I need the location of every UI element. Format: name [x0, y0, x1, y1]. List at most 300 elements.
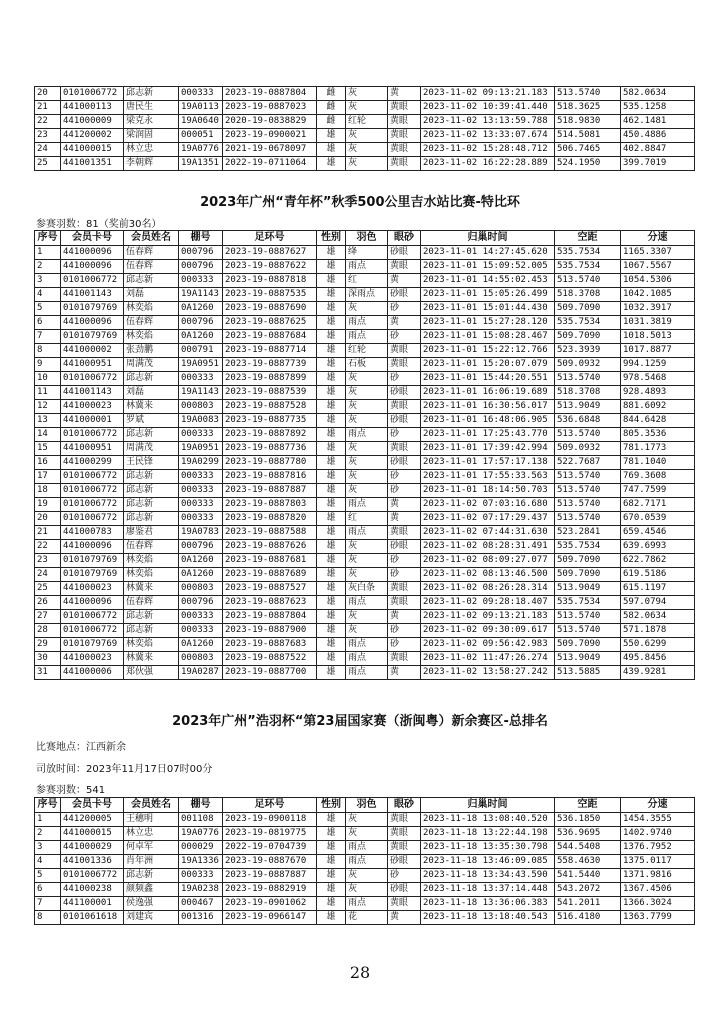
cell-speed: 639.6993 — [621, 540, 695, 554]
cell-plumage: 雨点 — [346, 855, 388, 869]
cell-loft-id: 000051 — [179, 129, 223, 143]
cell-sex: 雄 — [317, 883, 346, 897]
table-row — [35, 344, 695, 358]
table-row — [35, 540, 695, 554]
cell-loft-id: 000333 — [179, 869, 223, 883]
cell-sex: 雄 — [317, 869, 346, 883]
cell-loft-id: 000029 — [179, 841, 223, 855]
cell-distance: 509.0932 — [555, 442, 621, 456]
cell-eye-sand: 黄 — [388, 610, 421, 624]
cell-distance: 541.5440 — [555, 869, 621, 883]
cell-speed: 615.1197 — [621, 582, 695, 596]
cell-loft-id: 000796 — [179, 260, 223, 274]
cell-sex: 雄 — [317, 897, 346, 911]
cell-return-time: 2023-11-02 13:58:27.242 — [421, 666, 555, 680]
cell-ring-number: 2023-19-0901062 — [223, 897, 317, 911]
cell-member-card: 0101006772 — [61, 624, 124, 638]
cell-return-time: 2023-11-02 08:26:28.314 — [421, 582, 555, 596]
cell-distance: 523.3939 — [555, 344, 621, 358]
cell-speed: 622.7862 — [621, 554, 695, 568]
cell-eye-sand: 黄眼 — [388, 652, 421, 666]
cell-member-card: 0101079769 — [61, 330, 124, 344]
cell-member-card: 441000113 — [61, 101, 124, 115]
cell-sex: 雌 — [317, 101, 346, 115]
cell-sex: 雄 — [317, 386, 346, 400]
cell-member-name: 林冀来 — [124, 652, 179, 666]
table-row — [35, 260, 695, 274]
cell-sex: 雄 — [317, 526, 346, 540]
table-row — [35, 554, 695, 568]
cell-eye-sand: 黄 — [388, 666, 421, 680]
cell-member-name: 林奕焰 — [124, 554, 179, 568]
cell-speed: 1363.7799 — [621, 911, 695, 925]
cell-plumage: 雨点 — [346, 596, 388, 610]
cell-eye-sand: 黄眼 — [388, 129, 421, 143]
table-row — [35, 470, 695, 484]
cell-eye-sand: 砂眼 — [388, 386, 421, 400]
cell-speed: 1054.5306 — [621, 274, 695, 288]
cell-distance: 509.7090 — [555, 638, 621, 652]
cell-member-name: 邱志新 — [124, 274, 179, 288]
column-header-distance: 空距 — [555, 798, 621, 813]
cell-speed: 1402.9740 — [621, 827, 695, 841]
cell-return-time: 2023-11-18 13:08:40.520 — [421, 813, 555, 827]
cell-eye-sand: 黄 — [388, 316, 421, 330]
cell-speed: 1454.3555 — [621, 813, 695, 827]
cell-ring-number: 2022-19-0711064 — [223, 157, 317, 171]
cell-member-card: 441000951 — [61, 442, 124, 456]
cell-eye-sand: 黄眼 — [388, 813, 421, 827]
cell-distance: 513.5885 — [555, 666, 621, 680]
cell-loft-id: 000333 — [179, 610, 223, 624]
cell-member-card: 0101006772 — [61, 87, 124, 101]
cell-ring-number: 2023-19-0887689 — [223, 568, 317, 582]
cell-member-name: 伍春辉 — [124, 260, 179, 274]
cell-rank: 8 — [35, 344, 61, 358]
cell-speed: 619.5186 — [621, 568, 695, 582]
cell-sex: 雄 — [317, 652, 346, 666]
cell-sex: 雄 — [317, 302, 346, 316]
column-header-member-name: 会员姓名 — [124, 231, 179, 246]
page-number: 28 — [349, 963, 371, 982]
cell-eye-sand: 黄眼 — [388, 582, 421, 596]
cell-sex: 雄 — [317, 274, 346, 288]
cell-member-card: 0101006772 — [61, 869, 124, 883]
cell-member-card: 441100001 — [61, 897, 124, 911]
cell-loft-id: 000333 — [179, 372, 223, 386]
cell-member-card: 441000015 — [61, 143, 124, 157]
cell-eye-sand: 砂 — [388, 302, 421, 316]
cell-distance: 536.1850 — [555, 813, 621, 827]
cell-member-card: 441000015 — [61, 827, 124, 841]
cell-ring-number: 2023-19-0887627 — [223, 246, 317, 260]
cell-rank: 25 — [35, 157, 61, 171]
cell-distance: 509.7090 — [555, 568, 621, 582]
cell-plumage: 灰 — [346, 610, 388, 624]
cell-return-time: 2023-11-01 17:55:33.563 — [421, 470, 555, 484]
cell-member-name: 林冀来 — [124, 582, 179, 596]
table-row — [35, 512, 695, 526]
cell-loft-id: 0A1260 — [179, 568, 223, 582]
cell-rank: 27 — [35, 610, 61, 624]
cell-member-card: 441000096 — [61, 316, 124, 330]
cell-sex: 雄 — [317, 624, 346, 638]
cell-member-name: 邱志新 — [124, 498, 179, 512]
cell-return-time: 2023-11-02 08:09:27.077 — [421, 554, 555, 568]
cell-rank: 12 — [35, 400, 61, 414]
cell-return-time: 2023-11-01 18:14:50.703 — [421, 484, 555, 498]
cell-plumage: 花 — [346, 911, 388, 925]
table-row — [35, 302, 695, 316]
cell-plumage: 灰 — [346, 414, 388, 428]
cell-member-card: 441000002 — [61, 344, 124, 358]
cell-speed: 1031.3819 — [621, 316, 695, 330]
cell-eye-sand: 黄眼 — [388, 596, 421, 610]
cell-plumage: 灰 — [346, 157, 388, 171]
cell-return-time: 2023-11-02 07:44:31.630 — [421, 526, 555, 540]
cell-distance: 513.5740 — [555, 372, 621, 386]
column-header-return-time: 归巢时间 — [421, 798, 555, 813]
table-row — [35, 498, 695, 512]
cell-member-name: 林奕焰 — [124, 638, 179, 652]
cell-plumage: 灰 — [346, 470, 388, 484]
cell-ring-number: 2023-19-0887588 — [223, 526, 317, 540]
cell-member-name: 伍春辉 — [124, 540, 179, 554]
cell-speed: 571.1878 — [621, 624, 695, 638]
cell-ring-number: 2023-19-0887683 — [223, 638, 317, 652]
cell-rank: 7 — [35, 330, 61, 344]
cell-sex: 雄 — [317, 372, 346, 386]
table-row — [35, 855, 695, 869]
cell-ring-number: 2023-19-0887527 — [223, 582, 317, 596]
cell-eye-sand: 黄眼 — [388, 827, 421, 841]
cell-loft-id: 000796 — [179, 246, 223, 260]
cell-plumage: 雨点 — [346, 841, 388, 855]
table-row — [35, 288, 695, 302]
cell-plumage: 灰 — [346, 456, 388, 470]
cell-rank: 19 — [35, 498, 61, 512]
cell-plumage: 雨点 — [346, 638, 388, 652]
cell-eye-sand: 砂 — [388, 330, 421, 344]
cell-eye-sand: 砂 — [388, 869, 421, 883]
cell-loft-id: 000333 — [179, 470, 223, 484]
table-row — [35, 372, 695, 386]
column-header-ring-number: 足环号 — [223, 231, 317, 246]
cell-member-card: 441001143 — [61, 288, 124, 302]
cell-ring-number: 2023-19-0887539 — [223, 386, 317, 400]
cell-sex: 雄 — [317, 911, 346, 925]
cell-member-card: 441001143 — [61, 386, 124, 400]
cell-member-card: 441000951 — [61, 358, 124, 372]
cell-eye-sand: 砂 — [388, 470, 421, 484]
cell-return-time: 2023-11-02 13:13:59.788 — [421, 115, 555, 129]
cell-member-name: 周满茂 — [124, 358, 179, 372]
table-row — [35, 883, 695, 897]
cell-ring-number: 2023-19-0887623 — [223, 596, 317, 610]
column-header-rank: 序号 — [35, 798, 61, 813]
cell-member-card: 0101079769 — [61, 302, 124, 316]
table-row — [35, 442, 695, 456]
table-row — [35, 624, 695, 638]
cell-sex: 雄 — [317, 813, 346, 827]
cell-eye-sand: 砂 — [388, 484, 421, 498]
cell-ring-number: 2023-19-0887736 — [223, 442, 317, 456]
cell-plumage: 灰 — [346, 129, 388, 143]
cell-ring-number: 2023-19-0900118 — [223, 813, 317, 827]
cell-return-time: 2023-11-02 07:03:16.680 — [421, 498, 555, 512]
cell-return-time: 2023-11-02 16:22:28.889 — [421, 157, 555, 171]
cell-ring-number: 2023-19-0887892 — [223, 428, 317, 442]
cell-sex: 雄 — [317, 344, 346, 358]
cell-plumage: 灰 — [346, 400, 388, 414]
cell-plumage: 红 — [346, 512, 388, 526]
table-row — [35, 582, 695, 596]
cell-distance: 535.7534 — [555, 246, 621, 260]
cell-rank: 3 — [35, 841, 61, 855]
table-row — [35, 526, 695, 540]
cell-loft-id: 000791 — [179, 344, 223, 358]
cell-rank: 28 — [35, 624, 61, 638]
cell-speed: 535.1258 — [621, 101, 695, 115]
cell-ring-number: 2023-19-0887900 — [223, 624, 317, 638]
cell-eye-sand: 黄 — [388, 512, 421, 526]
cell-member-card: 441000006 — [61, 666, 124, 680]
column-header-return-time: 归巢时间 — [421, 231, 555, 246]
cell-plumage: 灰 — [346, 813, 388, 827]
table-row — [35, 101, 695, 115]
cell-ring-number: 2023-19-0887899 — [223, 372, 317, 386]
cell-sex: 雌 — [317, 115, 346, 129]
cell-speed: 550.6299 — [621, 638, 695, 652]
column-header-rank: 序号 — [35, 231, 61, 246]
table-row — [35, 813, 695, 827]
cell-plumage: 灰 — [346, 554, 388, 568]
cell-distance: 513.5740 — [555, 512, 621, 526]
column-header-ring-number: 足环号 — [223, 798, 317, 813]
cell-member-card: 0101006772 — [61, 372, 124, 386]
cell-rank: 16 — [35, 456, 61, 470]
cell-plumage: 灰 — [346, 101, 388, 115]
participants-count: 参赛羽数：541 — [36, 785, 106, 796]
cell-member-card: 441200002 — [61, 129, 124, 143]
cell-return-time: 2023-11-18 13:34:43.590 — [421, 869, 555, 883]
cell-distance: 522.7687 — [555, 456, 621, 470]
cell-eye-sand: 黄 — [388, 498, 421, 512]
cell-member-name: 邱志新 — [124, 372, 179, 386]
cell-distance: 524.1950 — [555, 157, 621, 171]
cell-loft-id: 0A1260 — [179, 330, 223, 344]
cell-ring-number: 2023-19-0887887 — [223, 869, 317, 883]
cell-member-name: 张劲鹏 — [124, 344, 179, 358]
cell-plumage: 雨点 — [346, 666, 388, 680]
cell-ring-number: 2020-19-0838829 — [223, 115, 317, 129]
cell-eye-sand: 黄眼 — [388, 143, 421, 157]
cell-member-name: 邱志新 — [124, 428, 179, 442]
cell-sex: 雄 — [317, 498, 346, 512]
table-row — [35, 115, 695, 129]
cell-loft-id: 000333 — [179, 498, 223, 512]
cell-return-time: 2023-11-18 13:37:14.448 — [421, 883, 555, 897]
cell-return-time: 2023-11-01 15:22:12.766 — [421, 344, 555, 358]
cell-return-time: 2023-11-02 09:28:18.407 — [421, 596, 555, 610]
cell-speed: 881.6092 — [621, 400, 695, 414]
cell-speed: 844.6428 — [621, 414, 695, 428]
cell-plumage: 石板 — [346, 358, 388, 372]
cell-return-time: 2023-11-01 16:30:56.017 — [421, 400, 555, 414]
cell-rank: 22 — [35, 540, 61, 554]
cell-member-name: 王穗明 — [124, 813, 179, 827]
table-header-row — [35, 231, 695, 246]
cell-rank: 23 — [35, 554, 61, 568]
cell-loft-id: 000333 — [179, 624, 223, 638]
cell-distance: 535.7534 — [555, 596, 621, 610]
cell-eye-sand: 砂眼 — [388, 855, 421, 869]
cell-rank: 1 — [35, 813, 61, 827]
race-location: 比赛地点：江西新余 — [36, 742, 126, 753]
cell-rank: 21 — [35, 101, 61, 115]
table-row — [35, 897, 695, 911]
cell-rank: 31 — [35, 666, 61, 680]
cell-loft-id: 0A1260 — [179, 302, 223, 316]
cell-return-time: 2023-11-18 13:22:44.198 — [421, 827, 555, 841]
cell-plumage: 灰 — [346, 372, 388, 386]
cell-sex: 雄 — [317, 540, 346, 554]
cell-plumage: 红轮 — [346, 115, 388, 129]
cell-member-card: 441000023 — [61, 582, 124, 596]
cell-ring-number: 2023-19-0887528 — [223, 400, 317, 414]
cell-member-card: 441001336 — [61, 855, 124, 869]
table-row — [35, 358, 695, 372]
cell-eye-sand: 砂 — [388, 554, 421, 568]
cell-loft-id: 000333 — [179, 512, 223, 526]
column-header-member-card: 会员卡号 — [61, 798, 124, 813]
cell-member-card: 0101006772 — [61, 484, 124, 498]
cell-ring-number: 2023-19-0887804 — [223, 610, 317, 624]
cell-member-card: 441000009 — [61, 115, 124, 129]
cell-member-name: 林奕焰 — [124, 302, 179, 316]
cell-rank: 6 — [35, 883, 61, 897]
cell-rank: 17 — [35, 470, 61, 484]
cell-loft-id: 000803 — [179, 582, 223, 596]
cell-member-card: 441000029 — [61, 841, 124, 855]
cell-speed: 1366.3024 — [621, 897, 695, 911]
cell-eye-sand: 黄眼 — [388, 260, 421, 274]
cell-loft-id: 000803 — [179, 652, 223, 666]
table-row — [35, 638, 695, 652]
cell-rank: 1 — [35, 246, 61, 260]
cell-rank: 24 — [35, 143, 61, 157]
cell-member-name: 刘磊 — [124, 288, 179, 302]
cell-ring-number: 2023-19-0887625 — [223, 316, 317, 330]
cell-member-card: 0101006772 — [61, 610, 124, 624]
cell-sex: 雄 — [317, 246, 346, 260]
release-time: 司放时间：2023年11月17日07时00分 — [36, 764, 213, 775]
cell-return-time: 2023-11-01 16:06:19.689 — [421, 386, 555, 400]
cell-loft-id: 19A1351 — [179, 157, 223, 171]
cell-distance: 535.7534 — [555, 316, 621, 330]
cell-loft-id: 001316 — [179, 911, 223, 925]
cell-distance: 513.5740 — [555, 87, 621, 101]
cell-member-card: 441000096 — [61, 260, 124, 274]
cell-plumage: 灰 — [346, 143, 388, 157]
cell-plumage: 雨点 — [346, 897, 388, 911]
cell-eye-sand: 黄眼 — [388, 344, 421, 358]
cell-rank: 9 — [35, 358, 61, 372]
cell-sex: 雄 — [317, 129, 346, 143]
cell-sex: 雄 — [317, 666, 346, 680]
cell-loft-id: 000333 — [179, 274, 223, 288]
cell-plumage: 灰 — [346, 484, 388, 498]
table-row — [35, 827, 695, 841]
cell-rank: 23 — [35, 129, 61, 143]
cell-eye-sand: 黄眼 — [388, 157, 421, 171]
cell-ring-number: 2023-19-0887739 — [223, 358, 317, 372]
cell-rank: 5 — [35, 302, 61, 316]
cell-sex: 雄 — [317, 596, 346, 610]
cell-member-name: 周满茂 — [124, 442, 179, 456]
cell-member-name: 颜频鑫 — [124, 883, 179, 897]
table-row — [35, 911, 695, 925]
cell-member-card: 441000023 — [61, 652, 124, 666]
table-row — [35, 316, 695, 330]
column-header-member-name: 会员姓名 — [124, 798, 179, 813]
cell-member-name: 林冀来 — [124, 400, 179, 414]
cell-plumage: 灰 — [346, 302, 388, 316]
cell-member-card: 441001351 — [61, 157, 124, 171]
table-row — [35, 610, 695, 624]
cell-eye-sand: 黄眼 — [388, 358, 421, 372]
cell-loft-id: 19A0776 — [179, 827, 223, 841]
cell-member-name: 林立忠 — [124, 143, 179, 157]
column-header-loft-id: 棚号 — [179, 231, 223, 246]
cell-return-time: 2023-11-02 07:17:29.437 — [421, 512, 555, 526]
cell-sex: 雄 — [317, 841, 346, 855]
table-row — [35, 143, 695, 157]
table-row — [35, 246, 695, 260]
cell-plumage: 深雨点 — [346, 288, 388, 302]
results-table-special-ring — [34, 230, 695, 680]
column-header-loft-id: 棚号 — [179, 798, 223, 813]
cell-ring-number: 2023-19-0887622 — [223, 260, 317, 274]
cell-sex: 雄 — [317, 638, 346, 652]
cell-return-time: 2023-11-02 09:13:21.183 — [421, 610, 555, 624]
cell-member-card: 441000001 — [61, 414, 124, 428]
cell-member-name: 何卓军 — [124, 841, 179, 855]
cell-rank: 2 — [35, 260, 61, 274]
cell-ring-number: 2023-19-0887804 — [223, 87, 317, 101]
cell-return-time: 2023-11-01 14:27:45.620 — [421, 246, 555, 260]
cell-rank: 2 — [35, 827, 61, 841]
cell-speed: 1165.3307 — [621, 246, 695, 260]
cell-sex: 雄 — [317, 512, 346, 526]
cell-return-time: 2023-11-02 11:47:26.274 — [421, 652, 555, 666]
cell-eye-sand: 黄眼 — [388, 115, 421, 129]
cell-plumage: 灰 — [346, 568, 388, 582]
table-row — [35, 157, 695, 171]
cell-plumage: 灰白条 — [346, 582, 388, 596]
cell-eye-sand: 砂 — [388, 428, 421, 442]
cell-sex: 雄 — [317, 568, 346, 582]
cell-eye-sand: 砂 — [388, 624, 421, 638]
cell-rank: 13 — [35, 414, 61, 428]
cell-distance: 513.5740 — [555, 624, 621, 638]
cell-loft-id: 19A0083 — [179, 414, 223, 428]
cell-ring-number: 2023-19-0887816 — [223, 470, 317, 484]
cell-loft-id: 000803 — [179, 400, 223, 414]
cell-rank: 21 — [35, 526, 61, 540]
cell-speed: 781.1773 — [621, 442, 695, 456]
cell-speed: 582.0634 — [621, 87, 695, 101]
